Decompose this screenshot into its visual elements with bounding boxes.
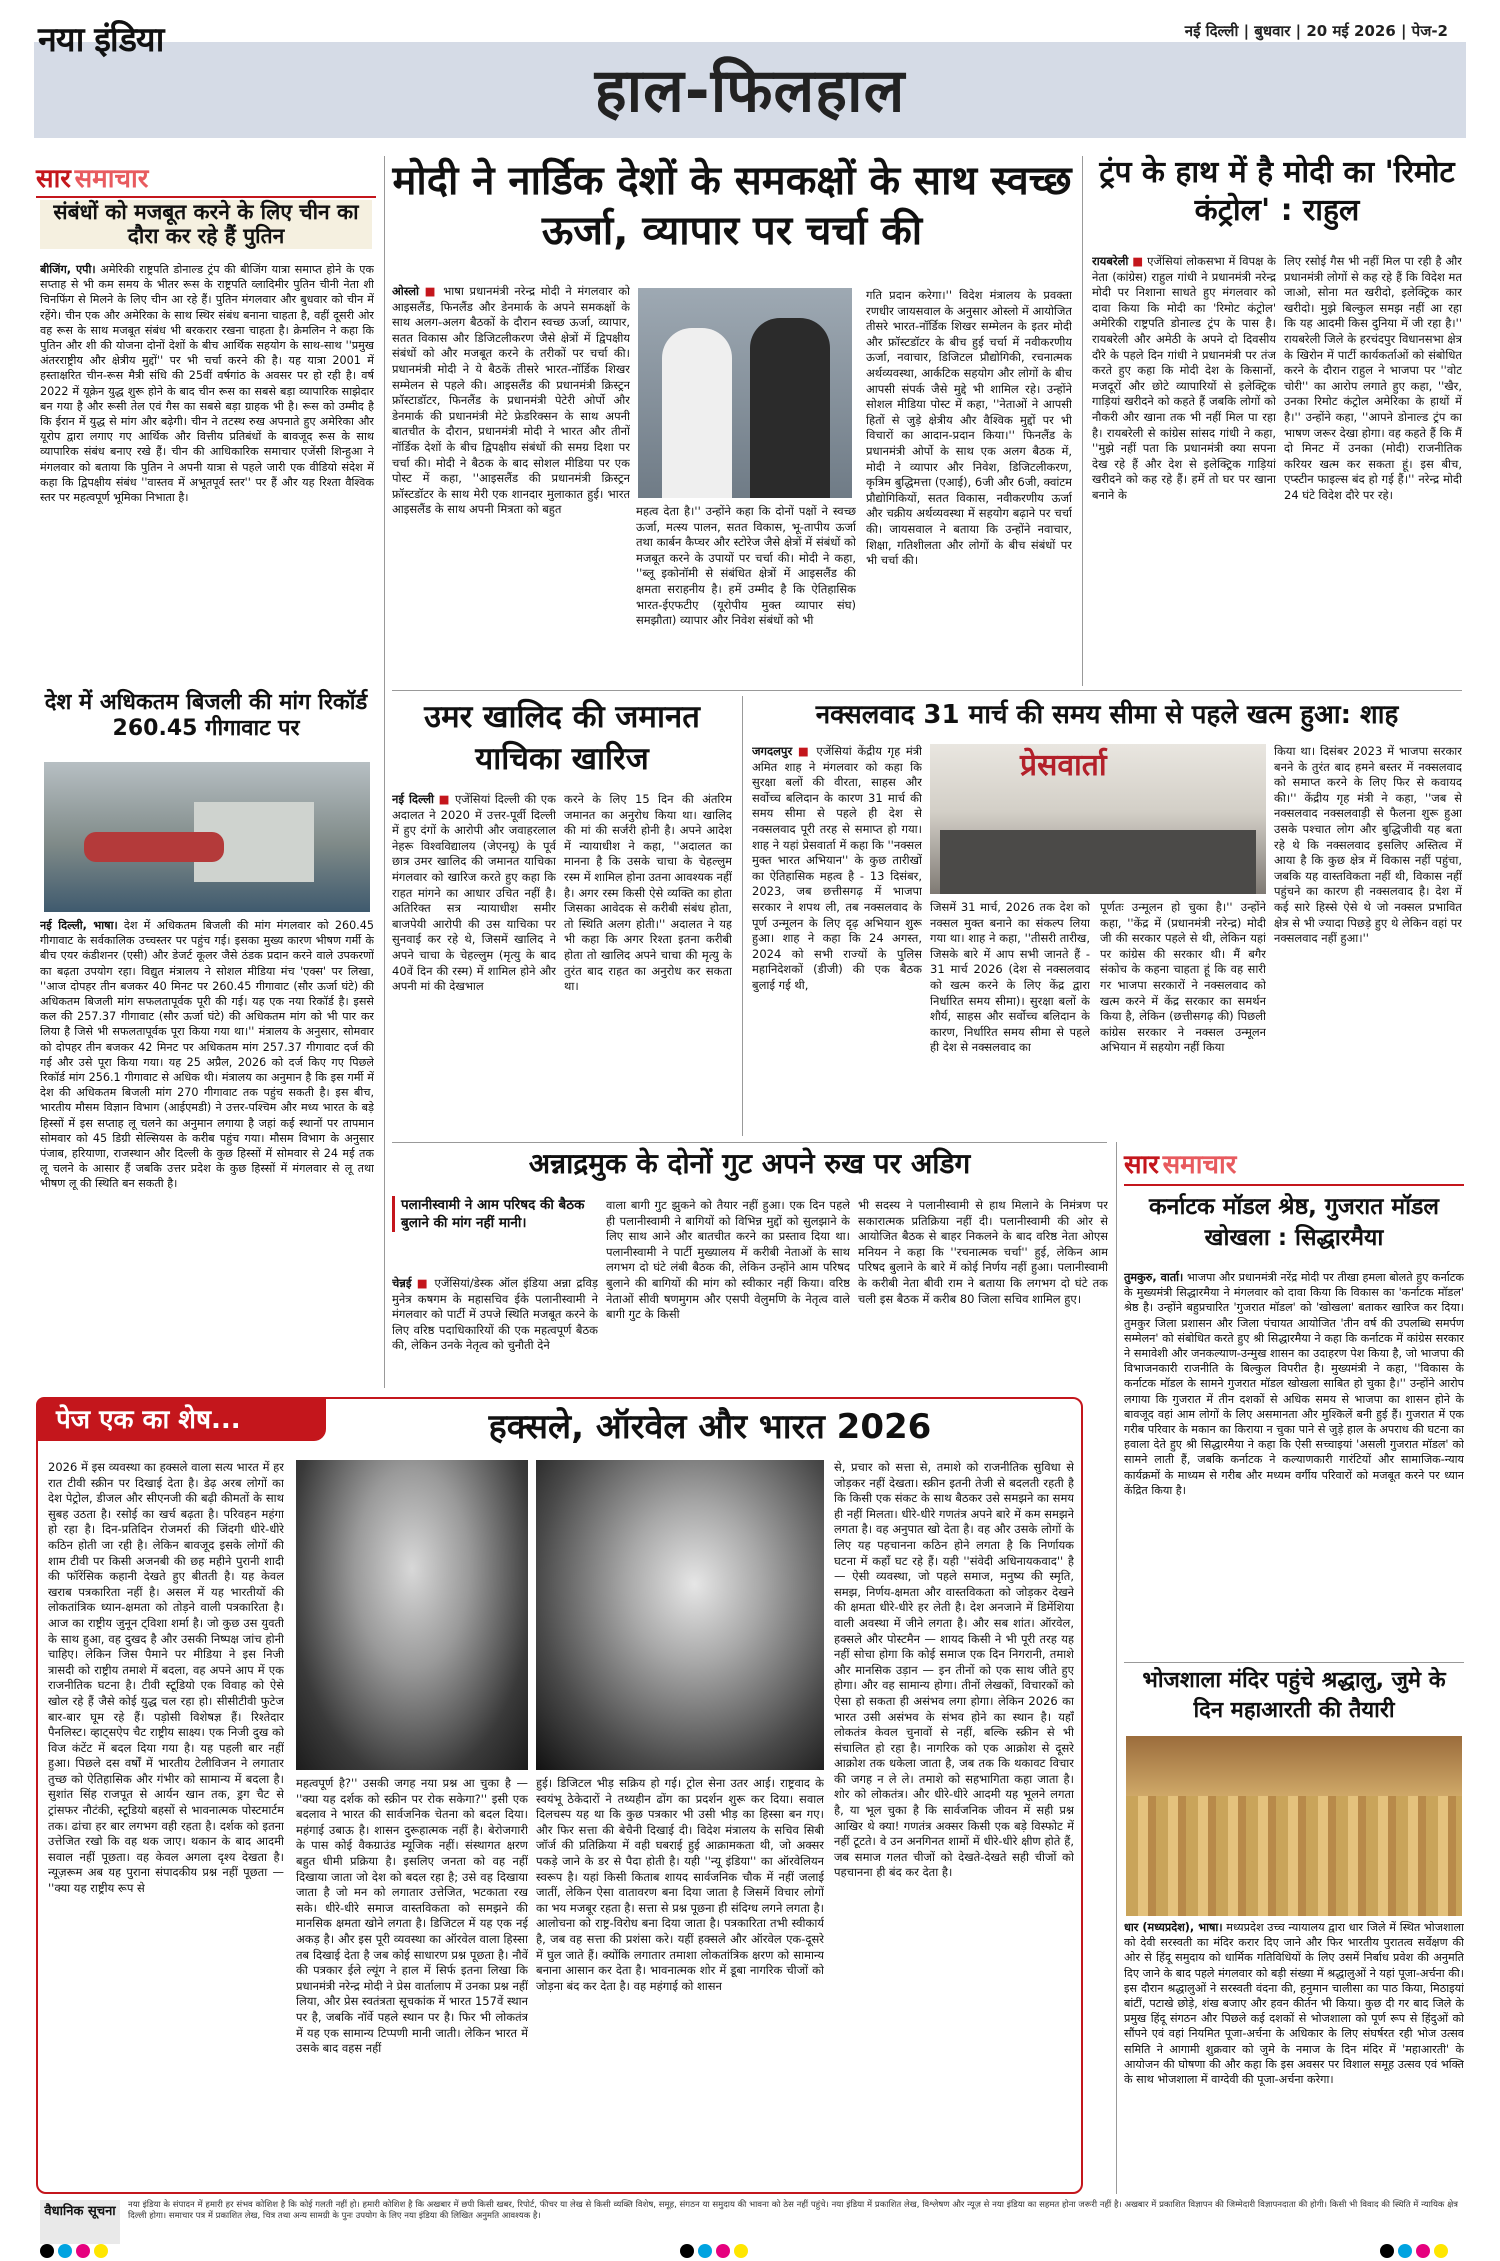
footer-disclaimer: नया इंडिया के संपादन में हमारी हर संभव कोशिश है कि कोई गलती नहीं हो। हमारी कोशिश है कि अखबार में छपी किसी खबर, रिपोर्ट, फीचर या लेख से किसी व्यक्ति विशेष, समूह, संगठन या समुदाय की भावना को ठेस नहीं पहुंचे। नया इंडिया में प्रकाशित लेख, विश्लेषण और न्यूज़ से नया इंडिया का सहमत होना जरूरी नहीं है। अखबार में प्रकाशित विज्ञापन की जिम्मेदारी विज्ञापनदाता की होगी। किसी भी विवाद की स्थिति में न्यायिक क्षेत्र दिल्ली होगा। समाचार पत्र में प्रकाशित लेख, चित्र तथा अन्य सामग्री के पुनः उपयोग के लिए नया इंडिया की लिखित अनुमति आवश्यक है। xyxy=(128,2200,1458,2221)
registration-dot xyxy=(76,2244,90,2258)
photo-modi-frederiksen xyxy=(638,288,852,498)
headline-bhojshala: भोजशाला मंदिर पहुंचे श्रद्धालु, जुमे के दिन महाआरती की तैयारी xyxy=(1142,1668,1446,1723)
continued-label: पेज एक का शेष... xyxy=(36,1397,326,1441)
registration-dot xyxy=(1398,2244,1412,2258)
press-banner: प्रेसवार्ता xyxy=(1020,748,1107,783)
registration-dot xyxy=(680,2244,694,2258)
footer-label: वैधानिक सूचना xyxy=(40,2200,120,2244)
modi-col-3: गति प्रदान करेगा।'' विदेश मंत्रालय के प्रवक्ता रणधीर जायसवाल के अनुसार ओस्लो में आयोजित तीसरे भारत-नॉर्डिक शिखर सम्मेलन के इतर मोदी और फ्रॉस्टडॉटर के बीच हुई चर्चा में नवीकरणीय ऊर्जा, नवाचार, डिजिटल प्रौद्योगिकी, रचनात्मक अर्थव्यवस्था, आर्कटिक सहयोग और लोगों के बीच आपसी संपर्क जैसे मुद्दे भी शामिल रहे। उन्होंने सोशल मीडिया पोस्ट में कहा, ''नेताओं ने आपसी हितों से जुड़े क्षेत्रीय और वैश्विक मुद्दों पर भी विचारों का आदान-प्रदान किया।'' फिनलैंड के प्रधानमंत्री ओर्पो के साथ एक अलग बैठक में, मोदी ने व्यापार और निवेश, डिजिटलीकरण, कृत्रिम बुद्धिमत्ता (एआई), 6जी और 6जी, क्वांटम प्रौद्योगिकियों, सतत विकास, नवीकरणीय ऊर्जा और चक्रीय अर्थव्यवस्था में सहयोग बढ़ाने पर चर्चा की। जायसवाल ने बताया कि उन्होंने नवाचार, शिक्षा, गतिशीलता और लोगों के बीच संबंधों पर भी चर्चा की। xyxy=(866,288,1072,568)
rahul-col-1: रायबरेली ■ एजेंसियां लोकसभा में विपक्ष के नेता (कांग्रेस) राहुल गांधी ने प्रधानमंत्री नरेन्द्र मोदी पर निशाना साधते हुए मंगलवार को दावा किया कि मोदी का 'रिमोट कंट्रोल' अमेरिकी राष्ट्रपति डोनाल्ड ट्रंप के पास है। रायबरेली और अमेठी के अपने दो दिवसीय दौरे के पहले दिन गांधी ने प्रधानमंत्री पर तंज करते हुए कहा कि मोदी देश के किसानों, मजदूरों और छोटे व्यापारियों से इलेक्ट्रिक गाड़ियां खरीदने को कहते हैं जबकि लोगों को नौकरी और खाना तक भी नहीं मिल पा रहा है। रायबरेली से कांग्रेस सांसद गांधी ने कहा, ''मुझे नहीं पता कि प्रधानमंत्री क्या सपना देख रहे हैं और देश से इलेक्ट्रिक गाड़ियां खरीदने को कह रहे हैं। हमें तो घर पर खाना बनाने के xyxy=(1092,254,1276,502)
headline-modi-nordic: मोदी ने नार्डिक देशों के समकक्षों के साथ स्वच्छ ऊर्जा, व्यापार पर चर्चा की xyxy=(392,158,1072,254)
registration-dot xyxy=(1380,2244,1394,2258)
section-label-samachar: समाचार xyxy=(74,164,149,194)
story-power-body: नई दिल्ली, भाषा। देश में अधिकतम बिजली की मांग मंगलवार को 260.45 गीगावाट के सर्वकालिक उच्चस्तर पर पहुंच गई। इसका मुख्य कारण भीषण गर्मी के बीच एयर कंडीशनर (एसी) और डेजर्ट कूलर जैसे ठंडक प्रदान करने वाले उपकरणों का बढ़ता उपयोग रहा। विद्युत मंत्रालय ने सोशल मीडिया मंच 'एक्स' पर लिखा, ''आज दोपहर तीन बजकर 40 मिनट पर 260.45 गीगावाट (सौर ऊर्जा घंटे) की अधिकतम बिजली मांग सफलतापूर्वक पूरी की गई। यह एक नया रिकॉर्ड है। इससे कल की 257.37 गीगावाट (सौर ऊर्जा घंटे) की अधिकतम मांग को भी पार कर लिया है जिसे भी सफलतापूर्वक पूरा किया गया था।'' मंत्रालय के अनुसार, सोमवार को दोपहर तीन बजकर 42 मिनट पर अधिकतम मांग 257.37 गीगावाट दर्ज की गई और उसे पूरा किया गया। यह 25 अप्रैल, 2026 को दर्ज किए गए पिछले रिकॉर्ड मांग 256.1 गीगावाट से अधिक थी। मंत्रालय का अनुमान है कि इस गर्मी में देश की अधिकतम बिजली मांग 270 गीगावाट तक पहुंच सकती है। इस बीच, भारतीय मौसम विज्ञान विभाग (आईएमडी) ने उत्तर-पश्चिम और मध्य भारत के बड़े हिस्सों में इस सप्ताह लू चलने का अनुमान लगाया है जहां कई स्थानों पर तापमान सोमवार को 45 डिग्री सेल्सियस के करीब पहुंच गया। मौसम विभाग के अनुसार पंजाब, हरियाणा, राजस्थान और दिल्ली के कुछ हिस्सों में सोमवार से 24 मई तक लू चलने के आसार हैं जबकि उत्तर प्रदेश के कुछ हिस्सों में मंगलवार से लू तथा भीषण लू की स्थिति बन सकती है। xyxy=(40,919,374,1191)
photo-huxley xyxy=(536,1460,824,1770)
story-putin-body: बीजिंग, एपी। अमेरिकी राष्ट्रपति डोनाल्ड ट्रंप की बीजिंग यात्रा समाप्त होने के एक सप्ताह से भी कम समय के भीतर रूस के राष्ट्रपति व्लादिमीर पुतिन चीनी नेता शी चिनफिंग से मिलने के लिए चीन आ रहे हैं। पुतिन मंगलवार और बुधवार को चीन में रहेंगे। चीन एक और अमेरिका के साथ स्थिर संबंध बनाना चाहता है, वहीं दूसरी ओर वह रूस के साथ मजबूत संबंध भी बरकरार रखना चाहता है। क्रेमलिन ने कहा कि पुतिन और शी की योजना दोनों देशों के बीच आर्थिक सहयोग के साथ-साथ ''प्रमुख अंतरराष्ट्रीय और क्षेत्रीय मुद्दों'' पर भी चर्चा करने की है। यह यात्रा 2001 में हस्ताक्षरित चीन-रूस मैत्री संधि की 25वीं वर्षगांठ के अवसर पर हो रही है। वर्ष 2022 में यूक्रेन युद्ध शुरू होने के बाद चीन रूस का सबसे बड़ा व्यापारिक साझेदार बन गया है और रूसी तेल एवं गैस का सबसे बड़ा ग्राहक भी है। रूस को उम्मीद है कि ईरान में युद्ध से मांग और बढ़ेगी। चीन ने तटस्थ रुख अपनाते हुए अमेरिका और यूरोप द्वारा लगाए गए आर्थिक और वित्तीय प्रतिबंधों के बावजूद रूस के साथ व्यापारिक संबंध बनाए रखे हैं। चीन की आधिकारिक समाचार एजेंसी शिन्हुआ ने मंगलवार को बताया कि पुतिन ने अपनी यात्रा से पहले जारी एक वीडियो संदेश में कहा कि द्विपक्षीय संबंध ''वास्तव में अभूतपूर्व स्तर'' पर हैं और यह रिश्ता वैश्विक स्तर पर महत्वपूर्ण भूमिका निभाता है। xyxy=(40,263,374,505)
registration-dot xyxy=(1416,2244,1430,2258)
date-line: नई दिल्ली | बुधवार | 20 मई 2026 | पेज-2 xyxy=(1184,22,1448,40)
section-label-samachar-2: समाचार xyxy=(1162,1150,1237,1180)
naxal-col-4: किया था। दिसंबर 2023 में भाजपा सरकार बनने के तुरंत बाद हमने बस्तर में नक्सलवाद को समाप्त करने के लिए फिर से कवायद की।'' केंद्रीय गृह मंत्री ने कहा, ''जब से नक्सलवाद नक्सलवाड़ी से फैलना शुरू हुआ उसके पश्चात लोग और बुद्धिजीवी यह बता रहे थे कि नक्सलवाद इसलिए अस्तित्व में आया है कि कुछ क्षेत्र में विकास नहीं पहुंचा, जबकि यह वास्तविकता नहीं थी, विकास नहीं पहुंचने का कारण ही नक्सलवाद है। देश में कई सारे हिस्से ऐसे थे जो नक्सल प्रभावित क्षेत्र से भी ज्यादा पिछड़े हुए थे लेकिन वहां पर नक्सलवाद नहीं हुआ।'' xyxy=(1274,744,1462,946)
aiadmk-subhead: पलानीस्वामी ने आम परिषद की बैठक बुलाने की मांग नहीं मानी। xyxy=(392,1196,598,1232)
umar-col-2: करने के लिए 15 दिन की अंतरिम जमानत का अनुरोध किया था। खालिद की मां की सर्जरी होनी है। अपने आदेश में न्यायाधीश ने कहा, ''अदालत का मानना है कि उसके चाचा के चेहल्लुम रस्म में शामिल होना उतना आवश्यक नहीं है। अगर रस्म किसी ऐसे व्यक्ति का होता जिसका आवेदक से करीबी संबंध होता, तो स्थिति अलग होती।'' अदालत ने यह भी कहा कि अगर रिश्ता इतना करीबी होता तो खालिद अपने चाचा की मृत्यु के तुरंत बाद राहत का अनुरोध कर सकता था। xyxy=(564,792,732,994)
photo-heatwave xyxy=(44,762,370,912)
section-label-sar: सार xyxy=(36,164,71,194)
naxal-col-2: जिसमें 31 मार्च, 2026 तक देश को नक्सल मुक्त बनाने का संकल्प लिया गया था। शाह ने कहा, ''तीसरी तारीख, जिसके बारे में आप सभी जानते हैं - 31 मार्च 2026 (देश से नक्सलवाद को खत्म करने के लिए केंद्र द्वारा निर्धारित समय सीमा)। सुरक्षा बलों के शौर्य, साहस और सर्वोच्च बलिदान के कारण, निर्धारित समय सीमा से पहले ही देश से नक्सलवाद का xyxy=(930,900,1090,1055)
registration-dot xyxy=(1434,2244,1448,2258)
headline-aiadmk: अन्नाद्रमुक के दोनों गुट अपने रुख पर अडिग xyxy=(528,1147,971,1180)
aiadmk-col-1: चेन्नई ■ एजेंसियां/डेस्क ऑल इंडिया अन्ना द्रविड़ मुनेत्र कषगम के महासचिव ईके पलानीस्वामी ने मंगलवार को पार्टी में उपजे स्थिति मजबूत करने के लिए वरिष्ठ पदाधिकारियों की एक महत्वपूर्ण बैठक की, लेकिन उनके नेतृत्व को चुनौती देने xyxy=(392,1276,598,1353)
headline-power-demand: देश में अधिकतम बिजली की मांग रिकॉर्ड 260.45 गीगावाट पर xyxy=(44,690,368,741)
huxley-col-2: महत्वपूर्ण है?'' उसकी जगह नया प्रश्न आ चुका है — ''क्या यह दर्शक को स्क्रीन पर रोक सकेगा?'' इसी एक बदलाव ने भारत की सार्वजनिक चेतना को बदल दिया। महंगाई उबाऊ है। शासन दुरूहात्मक नहीं है। बेरोजगारी के पास कोई वैकग्राउंड म्यूजिक नहीं। संस्थागत क्षरण बहुत धीमी प्रक्रिया है। इसलिए जनता को वह नहीं दिखाया जाता जो देश को बदल रहा है; उसे वह दिखाया जाता है जो मन को लगातार उत्तेजित, भटकाता रख सके। धीरे-धीरे समाज वास्तविकता को समझने की मानसिक क्षमता खोने लगता है। डिजिटल में यह एक नई अकड़ है। और इस पूरी व्यवस्था का ऑरवेल वाला हिस्सा तब दिखाई देता है जब कोई साधारण प्रश्न पूछता है। नौवें की पत्रकार ईले ल्यूंग ने हाल में सिर्फ इतना लिखा कि प्रधानमंत्री नरेन्द्र मोदी ने प्रेस वार्तालाप में उनका प्रश्न नहीं लिया, और प्रेस स्वतंत्रता सूचकांक में भारत 157वें स्थान पर है, जबकि नॉर्वे पहले स्थान पर है। फिर भी लोकतंत्र में यह एक सामान्य टिप्पणी मानी जाती। लेकिन भारत में उसके बाद वहस नहीं xyxy=(296,1776,528,2056)
headline-umar-khalid: उमर खालिद की जमानत याचिका खारिज xyxy=(424,699,700,777)
headline-putin: संबंधों को मजबूत करने के लिए चीन का दौरा कर रहे हैं पुतिन xyxy=(40,200,372,249)
right-section-label xyxy=(1124,1148,1464,1182)
registration-dot xyxy=(94,2244,108,2258)
registration-dot xyxy=(40,2244,54,2258)
headline-naxal: नक्सलवाद 31 मार्च की समय सीमा से पहले खत्म हुआ: शाह xyxy=(815,700,1399,730)
photo-bhojshala-crowd xyxy=(1126,1736,1462,1916)
photo-shah-press-conference xyxy=(930,744,1266,894)
page-title: हाल-फिलहाल xyxy=(594,56,906,126)
huxley-col-1: 2026 में इस व्यवस्था का हक्सले वाला सत्य भारत में हर रात टीवी स्क्रीन पर दिखाई देता है। डेढ़ अरब लोगों का देश पेट्रोल, डीजल और सीएनजी की बढ़ी कीमतों के साथ सुबह उठता है। रसोई का खर्च बढ़ता है। परिवहन महंगा हो रहा है। दिन-प्रतिदिन रोजमर्रा की जिंदगी धीरे-धीरे कठिन होती जा रही है। लेकिन बावजूद इसके लोगों की शाम टीवी पर किसी अजनबी की छह महीने पुरानी शादी की फॉरेंसिक कहानी देखते हुए बीतती है। यह केवल खराब पत्रकारिता नहीं है। असल में यह भारतीयों की लोकतांत्रिक ध्यान-क्षमता को तोड़ने वाली पत्रकारिता है। आज का राष्ट्रीय जुनून ट्विशा शर्मा है। जो कुछ उस युवती के साथ हुआ, वह दुखद है और उसकी निष्पक्ष जांच होनी चाहिए। लेकिन जिस पैमाने पर मीडिया ने इस निजी त्रासदी को राष्ट्रीय तमाशे में बदला, वह अपने आप में एक राजनीतिक घटना है। टीवी स्टूडियो एक विवाह को ऐसे खोल रहे हैं जैसे कोई युद्ध चल रहा हो। सीसीटीवी फुटेज बार-बार घूम रहे हैं। पड़ोसी विशेषज्ञ हैं। रिश्तेदार पैनलिस्ट। व्हाट्सऐप चैट राष्ट्रीय साक्ष्य। एक निजी दुख को विज कंटेंट में बदल दिया गया है। यह पहली बार नहीं हुआ। पिछले दस वर्षों में भारतीय टेलीविजन ने लगातार तुच्छ को ऐतिहासिक और गंभीर को सामान्य में बदला है। सुशांत सिंह राजपूत से आर्यन खान तक, ड्रग चैट से ट्रांसफर नौटंकी, स्टूडियो बहसों से भावनात्मक पोस्टमार्टम तक। ढांचा हर बार लगभग वही रहता है। दर्शक को इतना उत्तेजित रखो कि वह थक जाए। थकान के बाद आदमी सवाल नहीं पूछता। वह केवल अगला दृश्य देखता है। न्यूज़रूम अब यह पुराना संपादकीय प्रश्न नहीं पूछता — ''क्या यह राष्ट्रीय रूप से xyxy=(48,1460,284,1896)
naxal-col-1: जगदलपुर ■ एजेंसियां केंद्रीय गृह मंत्री अमित शाह ने मंगलवार को कहा कि सुरक्षा बलों की वीरता, साहस और सर्वोच्च बलिदान के कारण 31 मार्च की समय सीमा से पहले ही देश से नक्सलवाद पूरी तरह से समाप्त हो गया। शाह ने यहां प्रेसवार्ता में कहा कि ''नक्सल मुक्त भारत अभियान'' के कुछ तारीखों का ऐतिहासिक महत्व है - 13 दिसंबर, 2023, जब छत्तीसगढ़ में भाजपा सरकार ने शपथ ली, तब नक्सलवाद के पूर्ण उन्मूलन के लिए दृढ़ अभियान शुरू हुआ। शाह ने कहा कि 24 अगस्त, 2024 को सभी राज्यों के पुलिस महानिदेशकों (डीजी) की एक बैठक बुलाई गई थी, xyxy=(752,744,922,992)
naxal-col-3: पूर्णतः उन्मूलन हो चुका है।'' उन्होंने कहा, ''केंद्र में (प्रधानमंत्री नरेन्द्र) मोदी जी की सरकार पहले से थी, लेकिन यहां पर कांग्रेस की सरकार थी। मैं बगैर संकोच के कहना चाहता हूं कि वह सारी गर भाजपा सरकारों ने नक्सलवाद को खत्म करने में केंद्र सरकार का समर्थन किया है, लेकिन (छत्तीसगढ़ की) पिछली कांग्रेस सरकार ने नक्सल उन्मूलन अभियान में सहयोग नहीं किया xyxy=(1100,900,1266,1055)
headline-karnataka: कर्नाटक मॉडल श्रेष्ठ, गुजरात मॉडल खोखला : सिद्धारमैया xyxy=(1149,1194,1439,1251)
modi-col-1: ओस्लो ■ भाषा प्रधानमंत्री नरेन्द्र मोदी ने मंगलवार को आइसलैंड, फिनलैंड और डेनमार्क के अपने समकक्षों के साथ अलग-अलग बैठकों के दौरान स्वच्छ ऊर्जा, व्यापार, सतत विकास और डिजिटलीकरण जैसे क्षेत्रों में द्विपक्षीय संबंधों को और मजबूत करने के तरीकों पर चर्चा की। प्रधानमंत्री मोदी ने ये बैठकें तीसरे भारत-नॉर्डिक शिखर सम्मेलन से पहले की। आइसलैंड की प्रधानमंत्री क्रिस्ट्रन फ्रॉस्टाडॉटर, फिनलैंड के प्रधानमंत्री पेटेरी ओर्पो और डेनमार्क की प्रधानमंत्री मेटे फ्रेडरिक्सन के साथ अपनी बातचीत के दौरान, प्रधानमंत्री मोदी ने भारत और तीनों नॉर्डिक देशों के बीच द्विपक्षीय संबंधों की समग्र दिशा पर चर्चा की। मोदी ने बैठक के बाद सोशल मीडिया पर एक पोस्ट में कहा, ''आइसलैंड की प्रधानमंत्री क्रिस्ट्रन फ्रॉस्टडॉटर के साथ मेरी एक शानदार मुलाकात हुई। भारत आइसलैंड के साथ अपनी मित्रता को बहुत xyxy=(392,284,630,517)
headline-rahul: ट्रंप के हाथ में है मोदी का 'रिमोट कंट्रोल' : राहुल xyxy=(1099,155,1455,228)
aiadmk-col-3: भी सदस्य ने पलानीस्वामी से हाथ मिलाने के निमंत्रण पर सकारात्मक प्रतिक्रिया नहीं दी। पलानीस्वामी की ओर से आयोजित बैठक से बाहर निकलने के बाद वरिष्ठ नेता ओएस मनियन ने कहा कि ''रचनात्मक चर्चा'' हुई, लेकिन आम परिषद बुलाने के बारे में कोई निर्णय नहीं हुआ। पलानीस्वामी के करीबी नेता बीवी राम ने बताया कि लगभग दो घंटे तक चली इस बैठक में करीब 80 जिला सचिव शामिल हुए। xyxy=(858,1198,1108,1306)
section-label-sar-2: सार xyxy=(1124,1150,1159,1180)
registration-dot xyxy=(716,2244,730,2258)
aiadmk-col-2: वाला बागी गुट झुकने को तैयार नहीं हुआ। एक दिन पहले ही पलानीस्वामी ने बागियों को विभिन्न मुद्दों को सुलझाने के लिए साथ आने और बातचीत करने का प्रस्ताव दिया था। पलानीस्वामी ने पार्टी मुख्यालय में करीबी नेताओं के साथ लगभग दो घंटे लंबी बैठक की, लेकिन उन्होंने आम परिषद बुलाने की बागियों की मांग को स्वीकार नहीं किया। वरिष्ठ नेताओं सीवी षणमुगम और एसपी वेलुमणि के नेतृत्व वाले बागी गुट के किसी xyxy=(606,1198,850,1322)
story-bhojshala-body: धार (मध्यप्रदेश), भाषा। मध्यप्रदेश उच्च न्यायालय द्वारा धार जिले में स्थित भोजशाला को देवी सरस्वती का मंदिर करार दिए जाने और फिर भारतीय पुरातत्व सर्वेक्षण की ओर से हिंदू समुदाय को धार्मिक गतिविधियों के लिए उसमें निर्बाध प्रवेश की अनुमति दिए जाने के बाद पहले मंगलवार को बड़ी संख्या में श्रद्धालुओं ने यहां पूजा-अर्चना की। इस दौरान श्रद्धालुओं ने सरस्वती वंदना की, हनुमान चालीसा का पाठ किया, मिठाइयां बांटीं, पटाखे छोड़े, शंख बजाए और हवन कीर्तन भी किया। कुछ दी गर बाद जिले के प्रमुख हिंदू संगठन और पिछले कई दशकों से भोजशाला को पूर्ण रूप से हिंदुओं को सौंपने एवं वहां नियमित पूजा-अर्चना के अधिकार के लिए संघर्षरत रही भोज उत्सव समिति ने आगामी शुक्रवार को जुमे के नमाज के दिन मंदिर में 'महाआरती' के आयोजन की घोषणा की और कहा कि इस अवसर पर विशाल समूह उत्सव एवं भक्ति के साथ भोजशाला में वाग्देवी की पूजा-अर्चना करेगा। xyxy=(1124,1921,1464,2087)
modi-col-2: महत्व देता है।'' उन्होंने कहा कि दोनों पक्षों ने स्वच्छ ऊर्जा, मत्स्य पालन, सतत विकास, भू-तापीय ऊर्जा तथा कार्बन कैप्चर और स्टोरेज जैसे क्षेत्रों में संबंधों को मजबूत करने के उपायों पर चर्चा की। मोदी ने कहा, ''ब्लू इकोनॉमी से संबंधित क्षेत्रों में आइसलैंड की क्षमता सराहनीय है। हमें उम्मीद है कि ऐतिहासिक भारत-ईएफटीए (यूरोपीय मुक्त व्यापार संघ) समझौता) व्यापार और निवेश संबंधों को भी xyxy=(636,504,856,628)
registration-dot xyxy=(698,2244,712,2258)
huxley-col-4: से, प्रचार को सत्ता से, तमाशे को राजनीतिक सुविधा से जोड़कर नहीं देखता। स्क्रीन इतनी तेजी से बदलती रहती है कि किसी एक संकट के साथ बैठकर उसे समझने का समय ही नहीं मिलता। धीरे-धीरे गणतंत्र अपने बारे में कम समझने लगता है। वह अनुपात खो देता है। वह और उसके लोगों के लिए यह पहचानना कठिन होने लगता है कि निर्णायक घटना में कहाँ घट रहे हैं। यही ''संवेदी अधिनायकवाद'' है — ऐसी व्यवस्था, जो पहले समाज, मनुष्य की स्मृति, समझ, निर्णय-क्षमता और वास्तविकता को जोड़कर देखने की क्षमता धीरे-धीरे हर लेती है। देश अनजाने में डिमेंशिया वाली अवस्था में जीने लगता है। और सब शांत। ऑरवेल, हक्सले और पोस्टमैन — शायद किसी ने भी पूरी तरह यह नहीं सोचा होगा कि कोई समाज एक दिन निगरानी, तमाशे और मानसिक उड़ान — इन तीनों को एक साथ जीते हुए होगा। और वह सामान्य होगा। तीनों लेखकों, विचारकों को ऐसा हो सकता ही असंभव लगा होगा। लेकिन 2026 का भारत उसी असंभव के संभव होने का स्थान है। यहाँ लोकतंत्र केवल चुनावों से नहीं, बल्कि स्क्रीन से भी संचालित हो रहा है। नागरिक को एक आक्रोश से दूसरे आक्रोश तक धकेला जाता है, जब तक कि थकावट विचार की जगह न ले ले। तमाशे को सहभागिता कहा जाता है। शोर को लोकतंत्र। और धीरे-धीरे आदमी यह भूलने लगता है, या भूल चुका है कि सार्वजनिक जीवन में सही प्रश्न आखिर थे क्या! गणतंत्र अक्सर किसी एक बड़े विस्फोट में नहीं टूटते। वे उन अनगिनत शामों में धीरे-धीरे क्षीण होते हैं, जब समाज गलत चीजों को देखते-देखते सही चीजों को पहचानना ही बंद कर देता है। xyxy=(834,1460,1074,1880)
brand-logo: नया इंडिया xyxy=(38,20,164,60)
registration-dot xyxy=(58,2244,72,2258)
story-karnataka-body: तुमकुरु, वार्ता। भाजपा और प्रधानमंत्री नरेंद्र मोदी पर तीखा हमला बोलते हुए कर्नाटक के मुख्यमंत्री सिद्धारमैया ने मंगलवार को दावा किया कि विकास का 'कर्नाटक मॉडल' श्रेष्ठ है। उन्होंने बहुप्रचारित 'गुजरात मॉडल' को 'खोखला' बताकर खारिज कर दिया। तुमकुर जिला प्रशासन और जिला पंचायत आयोजित 'तीन वर्ष की उपलब्धि समर्पण सम्मेलन' को संबोधित करते हुए श्री सिद्धारमैया ने कहा कि कर्नाटक में कांग्रेस सरकार ने समावेशी और जनकल्याण-उन्मुख शासन का उदाहरण पेश किया है, जो भाजपा की विभाजनकारी राजनीति के बिल्कुल विपरीत है। मुख्यमंत्री ने कहा, ''विकास के कर्नाटक मॉडल के सामने गुजरात मॉडल खोखला साबित हो चुका है।'' उन्होंने आरोप लगाया कि गुजरात में तीन दशकों से अधिक समय से भाजपा का शासन होने के बावजूद वहां आम लोगों के लिए असमानता और मुश्किलें बनी हुई हैं। गुजरात में एक गरीब परिवार के मकान का किराया न चुका पाने से जुड़े हाल के अपराध की घटना का हवाला देते हुए श्री सिद्धारमैया ने कहा कि ऐसी सच्चाइयां 'असली गुजरात मॉडल' को सामने लाती हैं, जबकि कर्नाटक ने कल्याणकारी गारंटियों और सामाजिक-न्याय कार्यक्रमों के माध्यम से गरीब और मध्यम वर्गीय परिवारों को मजबूत करने पर ध्यान केंद्रित किया है। xyxy=(1124,1271,1464,1497)
umar-col-1: नई दिल्ली ■ एजेंसियां दिल्ली की एक अदालत ने 2020 में उत्तर-पूर्वी दिल्ली में हुए दंगों के आरोपी और जवाहरलाल नेहरू विश्वविद्यालय (जेएनयू) के पूर्व छात्र उमर खालिद की जमानत याचिका मंगलवार को खारिज करते हुए कहा कि राहत मांगने का आधार उचित नहीं है। अतिरिक्त सत्र न्यायाधीश समीर बाजपेयी आरोपी की उस याचिका पर सुनवाई कर रहे थे, जिसमें खालिद ने अपने चाचा के चेहल्लुम (मृत्यु के बाद 40वें दिन की रस्म) में शामिल होने और अपनी मां की देखभाल xyxy=(392,792,556,994)
rahul-col-2: लिए रसोई गैस भी नहीं मिल पा रही है और प्रधानमंत्री लोगों से कह रहे हैं कि विदेश मत जाओ, सोना मत खरीदो, इलेक्ट्रिक कार खरीदो। मुझे बिल्कुल समझ नहीं आ रहा कि यह आदमी किस दुनिया में जी रहा है।'' रायबरेली जिले के हरचंदपुर विधानसभा क्षेत्र के खिरोन में पार्टी कार्यकर्ताओं को संबोधित करने के दौरान राहुल ने भाजपा पर ''वोट चोरी'' का आरोप लगाते हुए कहा, ''खैर, उनका रिमोट कंट्रोल अमेरिका के हाथों में है।'' उन्होंने कहा, ''आपने डोनाल्ड ट्रंप का भाषण जरूर देखा होगा। वह कहते हैं कि मैं दो मिनट में उनका (मोदी) राजनीतिक करियर खत्म कर सकता हूं। इस बीच, एप्स्टीन फाइल्स बंद हो गई हैं।'' नरेन्द्र मोदी 24 घंटे विदेश दौरे पर रहे। xyxy=(1284,254,1462,502)
photo-orwell xyxy=(296,1460,528,1770)
left-section-label xyxy=(36,162,376,196)
registration-dot xyxy=(734,2244,748,2258)
huxley-col-3: हुई। डिजिटल भीड़ सक्रिय हो गई। ट्रोल सेना उतर आई। राष्ट्रवाद के स्वयंभू ठेकेदारों ने तथ्यहीन ढोंग का प्रदर्शन शुरू कर दिया। सवाल दिलचस्प यह था कि कुछ पत्रकार भी उसी भीड़ का हिस्सा बन गए। और फिर सत्ता की बेचैनी दिखाई दी। विदेश मंत्रालय के सचिव सिबी जॉर्ज की प्रतिक्रिया में वही घबराई हुई आक्रामकता थी, जो अक्सर पकड़े जाने के डर से पैदा होती है। यही ''न्यू इंडिया'' का ऑरवेलियन स्वरूप है। यहां किसी किताब शायद सार्वजनिक चौक में नहीं जलाई जातीं, लेकिन ऐसा वातावरण बना दिया जाता है जिसमें विचार लोगों का भय मजबूर रहता है। सत्ता से प्रश्न पूछना ही संदिग्ध लगने लगता है। आलोचना को राष्ट्र-विरोध बना दिया जाता है। पत्रकारिता तभी स्वीकार्य है, जब वह सत्ता की प्रशंसा करे। यहीं हक्सले और ऑरवेल एक-दूसरे में घुल जाते हैं। क्योंकि लगातार तमाशा लोकतांत्रिक क्षरण को सामान्य बनाना आसान कर देता है। भावनात्मक शोर में डूबा नागरिक चीजों को जोड़ना बंद कर देता है। वह महंगाई को शासन xyxy=(536,1776,824,1993)
headline-huxley-orwell: हक्सले, ऑरवेल और भारत 2026 xyxy=(488,1407,932,1447)
